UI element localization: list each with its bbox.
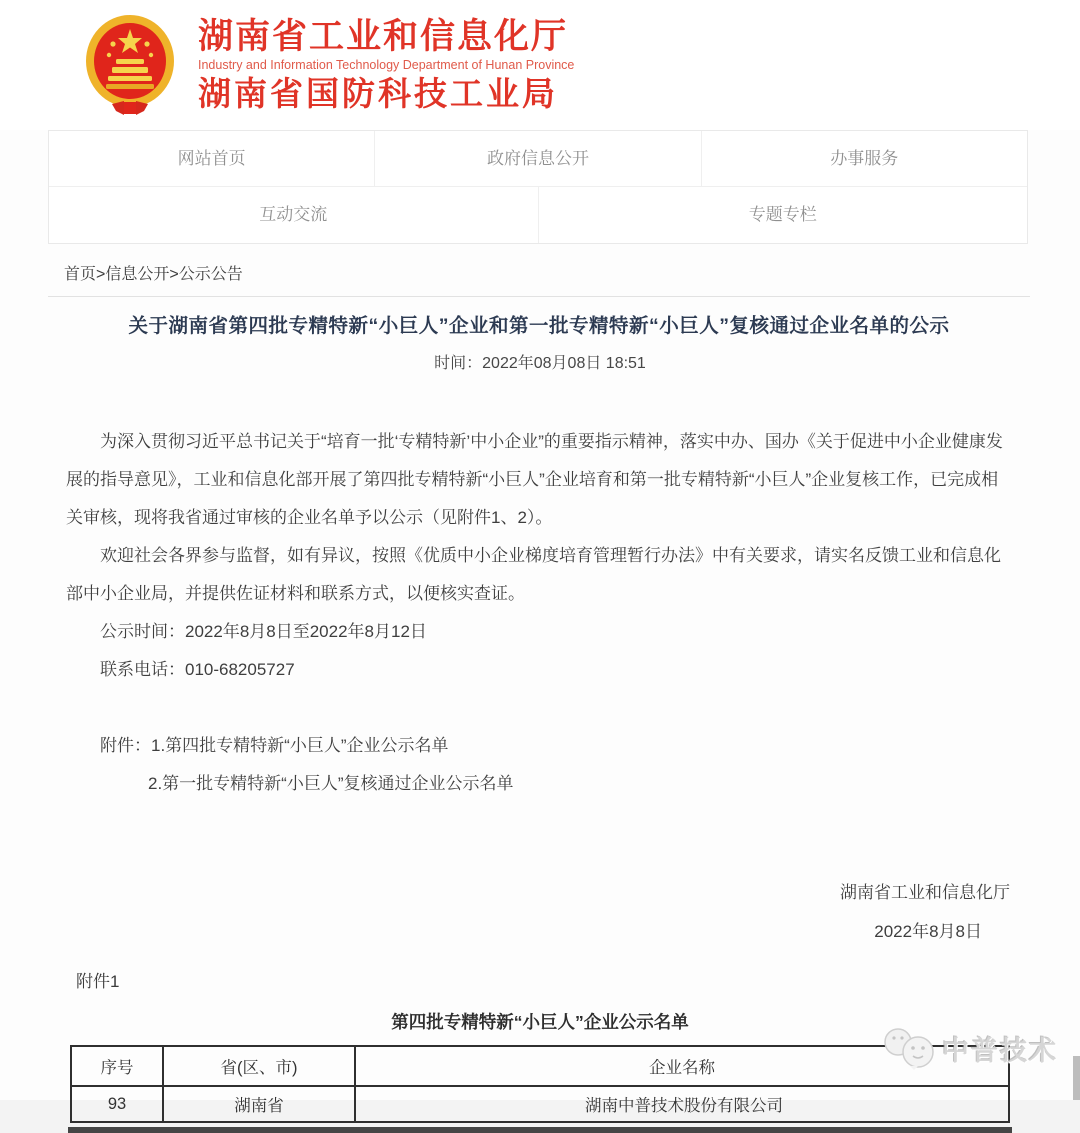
signature-org: 湖南省工业和信息化厅 — [840, 883, 1010, 902]
main-nav — [48, 130, 1028, 244]
cell-company-name: 湖南中普技术股份有限公司 — [355, 1086, 1009, 1122]
attachments-block — [66, 727, 1012, 803]
article-timestamp: 时间：2022年08月08日 18:51 — [434, 355, 646, 372]
contact-phone: 联系电话：010-68205727 — [100, 660, 295, 679]
chat-bubble-faces-icon — [880, 1026, 942, 1070]
nav-row-1 — [49, 131, 1027, 187]
nav-item-special-columns[interactable]: 专题专栏 — [748, 205, 817, 224]
appendix-table-title: 第四批专精特新“小巨人”企业公示名单 — [391, 1012, 689, 1032]
signature-date: 2022年8月8日 — [874, 922, 982, 941]
header-serial-no: 序号 — [71, 1046, 163, 1086]
national-emblem-icon — [82, 11, 178, 119]
attachment-link-1[interactable]: 1.第四批专精特新“小巨人”企业公示名单 — [151, 736, 449, 755]
article-title: 关于湖南省第四批专精特新“小巨人”企业和第一批专精特新“小巨人”复核通过企业名单的公示 — [128, 315, 950, 337]
zhongpu-watermark — [880, 1026, 1058, 1070]
nav-row-2 — [49, 187, 1027, 243]
attachments-label: 附件： — [100, 736, 151, 755]
org-name-cn: 湖南省工业和信息化厅 — [198, 17, 569, 56]
org-name-cn2: 湖南省国防科技工业局 — [198, 75, 558, 112]
nav-item-gov-info[interactable]: 政府信息公开 — [375, 131, 701, 187]
site-header — [0, 0, 1080, 130]
enterprise-table — [70, 1045, 1010, 1123]
paragraph-1: 为深入贯彻习近平总书记关于“培育一批‘专精特新’中小企业”的重要指示精神，落实中办、国办《关于促进中小企业健康发展的指导意见》，工业和信息化部开展了第四批专精特新“小巨人”企业培育和第一批专精特新“小巨人”企业复核工作，已完成相关审核，现将我省通过审核的企业名单予以公示（见附件1、2）。 — [66, 432, 1003, 527]
org-name-en: Industry and Information Technology Department of Hunan Province — [198, 58, 575, 72]
header-province: 省(区、市) — [163, 1046, 355, 1086]
article-body — [66, 423, 1012, 951]
divider-line — [48, 296, 1030, 297]
header-company-name: 企业名称 — [355, 1046, 1009, 1086]
scrollbar-fragment — [1073, 1056, 1080, 1100]
watermark-text: 中普技术 — [942, 1035, 1058, 1066]
cell-serial-no: 93 — [71, 1086, 163, 1122]
table-row — [71, 1086, 1009, 1122]
breadcrumb[interactable]: 首页>信息公开>公示公告 — [64, 266, 243, 283]
org-title-block — [198, 18, 574, 112]
paragraph-2: 欢迎社会各界参与监督，如有异议，按照《优质中小企业梯度培育管理暂行办法》中有关要求，请实名反馈工业和信息化部中小企业局，并提供佐证材料和联系方式，以便核实查证。 — [66, 546, 1001, 603]
signature-block — [66, 873, 1012, 951]
table-next-row-cutoff — [68, 1127, 1012, 1133]
cell-province: 湖南省 — [163, 1086, 355, 1122]
notice-period: 公示时间：2022年8月8日至2022年8月12日 — [100, 622, 427, 641]
nav-item-services[interactable]: 办事服务 — [702, 131, 1027, 187]
attachment-link-2[interactable]: 2.第一批专精特新“小巨人”复核通过企业公示名单 — [148, 774, 514, 793]
attachment-line-1 — [100, 727, 1012, 765]
appendix-label: 附件1 — [76, 972, 120, 991]
nav-item-home[interactable]: 网站首页 — [49, 131, 375, 187]
table-header-row — [71, 1046, 1009, 1086]
nav-item-interaction[interactable]: 互动交流 — [49, 187, 539, 243]
